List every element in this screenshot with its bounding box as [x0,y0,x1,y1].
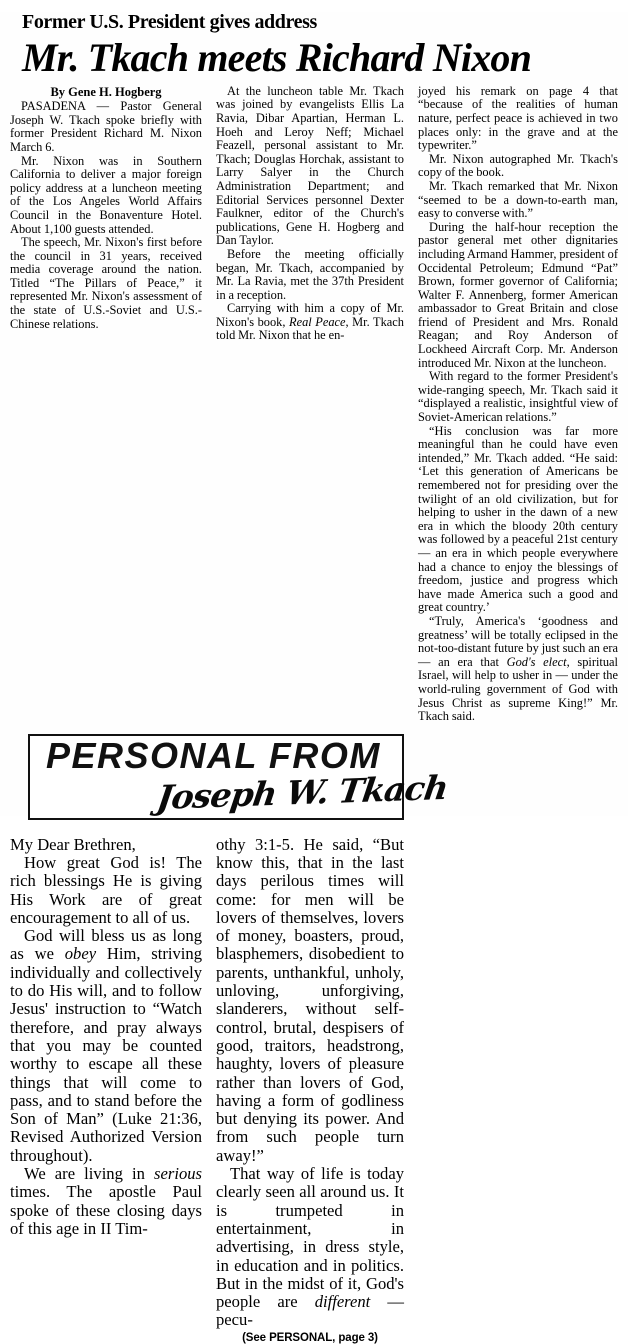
personal-article-columns [10,836,618,1344]
text-post: Him, striving individually and collectively to do His will, and to follow Jesus' instruction to “Watch therefore, and pray always that you may be counted worthy to escape all these things that will come to pass, and to stand before the Son of Man” (Luke 21:36, Revised Authorized Version throughout). [10,944,203,1165]
jump-line: (See PERSONAL, page 3) [242,1331,378,1344]
news-paragraph: At the luncheon table Mr. Tkach was joined by evangelists Ellis La Ravia, Dibar Apartian, Herman L. Hoeh and Leroy Neff; Michael Feazell, personal assistant to Mr. Tkach; Douglas Horchak, assistant to Larry Salyer in the Church Administration Department; and Editorial Services personnel Dexter Faulkner, editor of the Church's publications, Gene H. Hogberg and Dan Taylor. [216,83,404,248]
text-post: , spiritual Israel, will help to usher in — under the world-ruling government of God with Jesus Christ as supreme King!” Mr. Tkach said. [418,654,618,724]
text-pre: That way of life is today clearly seen all around us. It is trumpeted in entertainment, in advertising, in dress style, in education and in politics. But in the midst of it, God's people are [216,1164,404,1312]
text-post: times. The apostle Paul spoke of these closing days of this age in II Tim- [10,1182,202,1238]
salutation: My Dear Brethren, [10,834,136,854]
news-paragraph-book-mention [216,302,404,343]
book-title: Real Peace [289,314,346,329]
personal-column-1 [10,836,212,1239]
text-post: , Mr. Tkach told Mr. Nixon that he en- [216,314,404,343]
byline: By Gene H. Hogberg [50,84,162,99]
newspaper-page [0,11,628,1344]
personal-column-2 [212,836,414,1344]
main-headline: Mr. Tkach meets Richard Nixon [22,35,532,80]
news-column-1 [10,85,212,331]
text-pre: We are living in [24,1164,155,1184]
text-pre: Carrying with him a copy of Mr. Nixon's book, [216,301,404,329]
emphasis-different: different [314,1292,371,1312]
news-paragraph: “His conclusion was far more meaningful than he could have even intended,” Mr. Tkach added. “He said: ‘Let this generation of Americans be remembered not for presiding over the twilight of an old civilization, but for helping to usher in the dawn of a new era in which the bloody 20th century was followed by a peaceful 21st century — an era in which people everywhere had a chance to enjoy the blessings of freedom, justice and progress which have made America such a good and great country.’ [418,423,618,615]
news-paragraph: Mr. Nixon autographed Mr. Tkach's copy of the book. [418,151,618,180]
personal-paragraph-serious [10,1165,202,1238]
personal-paragraph: How great God is! The rich blessings He is giving His Work are of great encouragement to all of us. [10,853,202,927]
news-paragraph: Mr. Nixon was in Southern California to deliver a major foreign policy address at a luncheon meeting of the Los Angeles World Affairs Council in the Bonaventure Hotel. About 1,100 guests attended. [10,153,202,236]
news-paragraph: PASADENA — Pastor General Joseph W. Tkach spoke briefly with former President Richard M. Nixon March 6. [10,99,202,154]
news-paragraph: The speech, Mr. Nixon's first before the council in 31 years, received media coverage around the nation. Titled “The Pillars of Peace,” it represented Mr. Nixon's assessment of the state of U.S.-Soviet and U.S.-Chinese relations. [10,235,202,331]
personal-paragraph-obey [10,927,202,1165]
news-paragraph: With regard to the former President's wide-ranging speech, Mr. Tkach said it “displayed a realistic, insightful view of Soviet-American relations.” [418,369,618,425]
news-story-columns [10,85,618,724]
news-column-3 [414,85,618,724]
personal-from-title: PERSONAL FROM [46,734,381,776]
signature-joseph-w-tkach: Joseph W. Tkach [154,767,451,817]
news-paragraph: Mr. Tkach remarked that Mr. Nixon “seemed to be a down-to-earth man, easy to converse with.” [418,178,618,221]
text-pre: God will bless us as long as we [10,926,202,964]
emphasis-serious: serious [154,1164,202,1184]
text-pre: “Truly, America's ‘goodness and greatness’ will be totally eclipsed in the not-too-distant future by just such an era — an era that [418,613,618,669]
emphasis-obey: obey [64,944,97,964]
news-column-2 [212,85,414,343]
kicker-headline: Former U.S. President gives address [22,11,317,33]
news-paragraph: During the half-hour reception the pastor general met other dignitaries including Armand Hammer, president of Occidental Petroleum; Edmund “Pat” Brown, former governor of California; Walter F. Annenberg, former American ambassador to Great Britain and close friend of President and Mrs. Ronald Reagan; and Roy Anderson of Lockheed Aircraft Corp. Mr. Anderson introduced Mr. Nixon at the luncheon. [418,219,619,370]
emphasis-gods-elect: God's elect [506,654,567,669]
personal-from-banner-area [18,734,610,830]
personal-paragraph: othy 3:1-5. He said, “But know this, that in the last days perilous times will come: for men will be lovers of themselves, lovers of money, boasters, proud, blasphemers, disobedient to parents, unthankful, unholy, unloving, unforgiving, slanderers, without self-control, brutal, despisers of good, traitors, headstrong, haughty, lovers of pleasure rather than lovers of God, having a form of godliness but denying its power. And from such people turn away!” [216,834,404,1165]
news-paragraph-quote [418,615,618,724]
personal-paragraph-different [216,1165,404,1330]
text-post: — pecu- [216,1292,404,1330]
news-paragraph: joyed his remark on page 4 that “because of the realities of human nature, perfect peace is achieved in two places only: in the grave and at the typewriter.” [418,83,618,153]
news-paragraph: Before the meeting officially began, Mr. Tkach, accompanied by Mr. La Ravia, met the 37th President in a reception. [216,246,404,302]
